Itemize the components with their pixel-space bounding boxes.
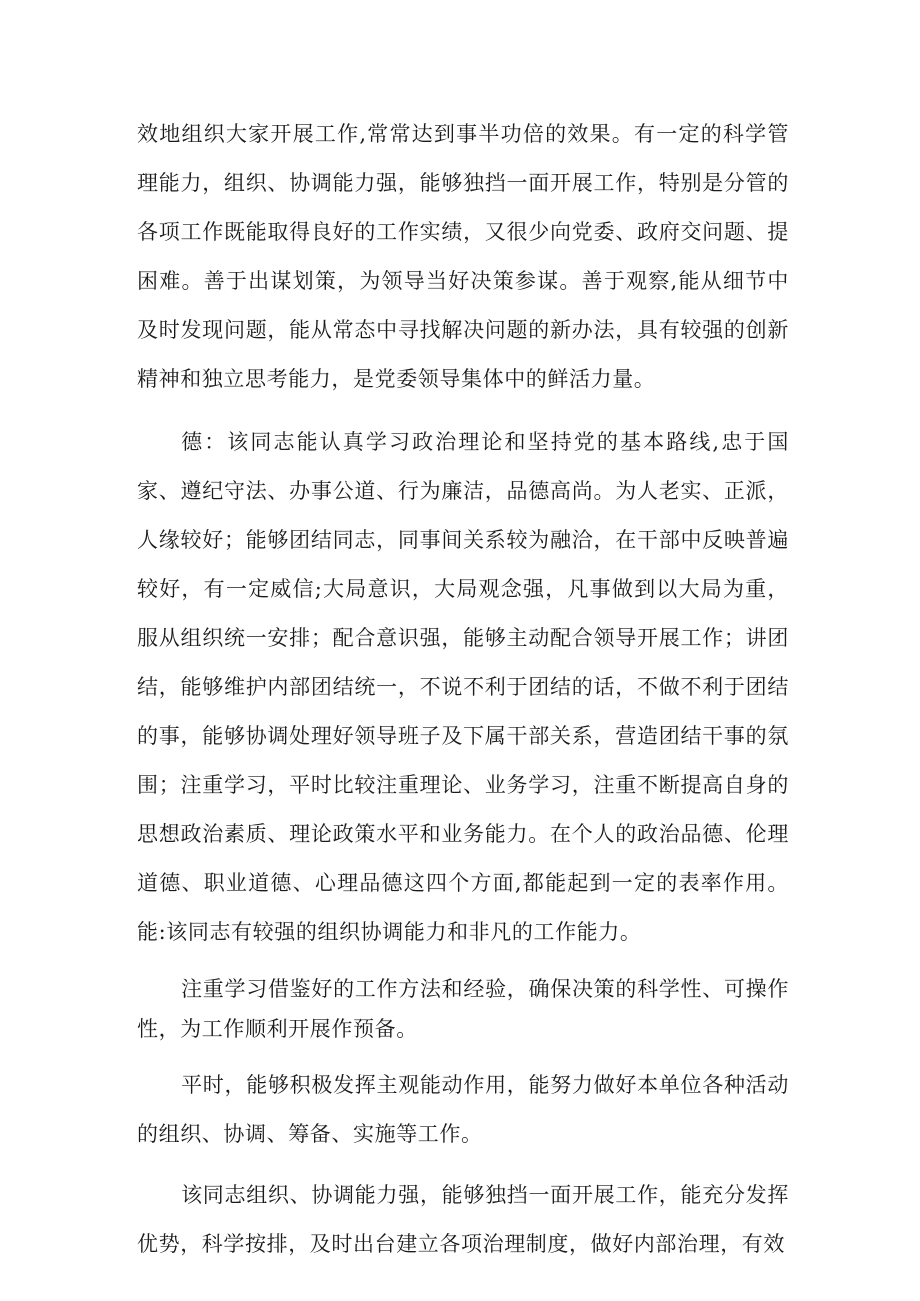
document-body bbox=[137, 110, 789, 1269]
paragraph-initiative: 平时，能够积极发挥主观能动作用，能努力做好本单位各种活动的组织、协调、筹备、实施等工作。 bbox=[137, 1073, 789, 1146]
paragraph-coordination: 该同志组织、协调能力强，能够独挡一面开展工作，能充分发挥优势，科学按排，及时出台建立各项治理制度，做好内部治理，有效 bbox=[137, 1183, 789, 1256]
paragraph-continuation: 效地组织大家开展工作,常常达到事半功倍的效果。有一定的科学管理能力，组织、协调能力强，能够独挡一面开展工作，特别是分管的各项工作既能取得良好的工作实绩，又很少向党委、政府交问题、提困难。善于出谋划策，为领导当好决策参谋。善于观察,能从细节中及时发现问题，能从常态中寻找解决问题的新办法，具有较强的创新精神和独立思考能力，是党委领导集体中的鲜活力量。 bbox=[137, 122, 789, 391]
paragraph-study: 注重学习借鉴好的工作方法和经验，确保决策的科学性、可操作性，为工作顺利开展作预备。 bbox=[137, 977, 789, 1041]
paragraph-morality: 德：该同志能认真学习政治理论和坚持党的基本路线,忠于国家、遵纪守法、办事公道、行为廉洁，品德高尚。为人老实、正派，人缘较好；能够团结同志，同事间关系较为融洽，在干部中反映普遍较好，有一定威信;大局意识，大局观念强，凡事做到以大局为重，服从组织统一安排；配合意识强，能够主动配合领导开展工作；讲团结，能够维护内部团结统一，不说不利于团结的话，不做不利于团结的事，能够协调处理好领导班子及下属干部关系，营造团结干事的氛围；注重学习，平时比较注重理论、业务学习，注重不断提高自身的思想政治素质、理论政策水平和业务能力。在个人的政治品德、伦理道德、职业道德、心理品德这四个方面,都能起到一定的表率作用。能:该同志有较强的组织协调能力和非凡的工作能力。 bbox=[137, 430, 789, 944]
